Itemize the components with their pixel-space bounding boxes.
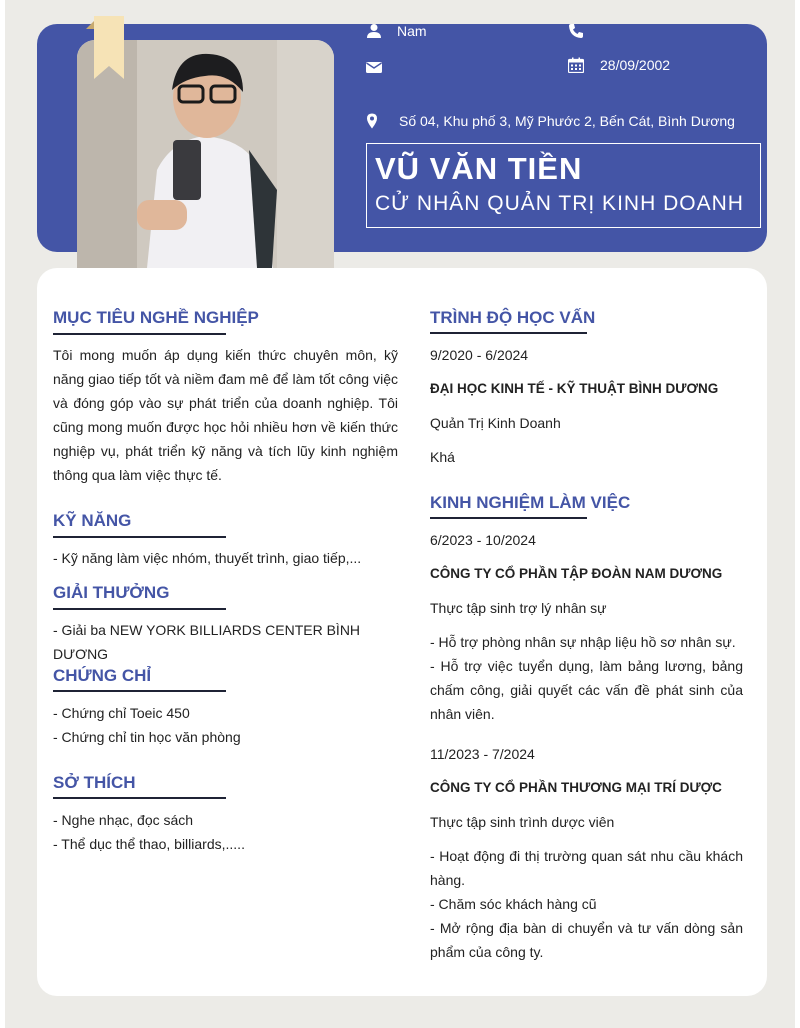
map-pin-icon	[362, 112, 382, 130]
objective-text: Tôi mong muốn áp dụng kiến thức chuyên môn, kỹ năng giao tiếp tốt và niềm đam mê để làm tốt công việc và đóng góp vào sự phát triển của doanh nghiệp. Tôi cũng mong muốn được học hỏi nhiều hơn về kiến thức nghiệp vụ, phát triển kỹ năng và tích lũy kinh nghiệm thông qua làm việc thực tế.	[53, 347, 398, 483]
hobbies-underline	[53, 797, 226, 799]
education-school: ĐẠI HỌC KINH TẾ - KỸ THUẬT BÌNH DƯƠNG	[430, 381, 719, 396]
objective-heading: MỤC TIÊU NGHỀ NGHIỆP	[53, 308, 259, 327]
bookmark-ribbon	[94, 16, 124, 79]
education-grade: Khá	[430, 449, 455, 465]
job-duty: - Chăm sóc khách hàng cũ	[430, 896, 597, 912]
skills-underline	[53, 536, 226, 538]
education-major: Quản Trị Kinh Doanh	[430, 415, 561, 431]
certificate-item: - Chứng chỉ Toeic 450	[53, 705, 190, 721]
hobby-item: - Nghe nhạc, đọc sách	[53, 812, 194, 828]
skills-heading: KỸ NĂNG	[53, 511, 132, 530]
user-icon	[364, 22, 384, 40]
education-period: 9/2020 - 6/2024	[430, 347, 529, 363]
job-company: CÔNG TY CỔ PHẦN TẬP ĐOÀN NAM DƯƠNG	[430, 566, 723, 581]
gender-value: Nam	[397, 23, 427, 39]
job-period: 11/2023 - 7/2024	[430, 746, 535, 762]
certificates-heading: CHỨNG CHỈ	[53, 666, 152, 685]
job-duty: - Hỗ trợ phòng nhân sự nhập liệu hồ sơ nhân sự.	[430, 634, 736, 650]
experience-underline	[430, 517, 587, 519]
award-item: - Giải ba NEW YORK BILLIARDS CENTER BÌNH DƯƠNG	[53, 622, 361, 662]
certificates-underline	[53, 690, 226, 692]
bookmark-fold	[86, 16, 94, 24]
job-role: Thực tập sinh trình dược viên	[430, 814, 615, 830]
calendar-icon	[566, 56, 586, 74]
awards-heading: GIẢI THƯỞNG	[53, 583, 170, 602]
job-role: Thực tập sinh trợ lý nhân sự	[430, 600, 607, 616]
certificate-item: - Chứng chỉ tin học văn phòng	[53, 729, 241, 745]
job-duty: - Mở rộng địa bàn di chuyển và tư vấn dòng sản phẩm của công ty.	[430, 920, 743, 960]
skill-item: - Kỹ năng làm việc nhóm, thuyết trình, giao tiếp,...	[53, 550, 362, 566]
awards-underline	[53, 608, 226, 610]
name-box	[366, 143, 761, 228]
hobbies-heading: SỞ THÍCH	[53, 773, 136, 792]
birthdate-row	[566, 56, 670, 74]
address-row	[362, 112, 735, 130]
job-duty: - Hỗ trợ việc tuyển dụng, làm bảng lương, bảng chấm công, giải quyết các vấn đề phát sinh của nhân viên.	[430, 658, 743, 722]
phone-icon	[566, 22, 586, 40]
envelope-icon	[364, 58, 384, 76]
candidate-title: CỬ NHÂN QUẢN TRỊ KINH DOANH	[375, 192, 744, 215]
birthdate-value: 28/09/2002	[600, 57, 671, 73]
objective-underline	[53, 333, 226, 335]
phone-row	[566, 22, 600, 40]
address-value: Số 04, Khu phố 3, Mỹ Phước 2, Bến Cát, Bình Dương	[399, 113, 735, 129]
education-underline	[430, 332, 587, 334]
gender-row	[364, 22, 427, 40]
experience-heading: KINH NGHIỆM LÀM VIỆC	[430, 493, 631, 512]
job-period: 6/2023 - 10/2024	[430, 532, 536, 548]
hobby-item: - Thể dục thể thao, billiards,.....	[53, 836, 245, 852]
job-duty: - Hoạt động đi thị trường quan sát nhu cầu khách hàng.	[430, 848, 743, 888]
job-company: CÔNG TY CỔ PHẦN THƯƠNG MẠI TRÍ DƯỢC	[430, 780, 722, 795]
education-heading: TRÌNH ĐỘ HỌC VẤN	[430, 308, 596, 327]
candidate-name: VŨ VĂN TIỀN	[375, 151, 583, 186]
email-row	[364, 58, 398, 76]
